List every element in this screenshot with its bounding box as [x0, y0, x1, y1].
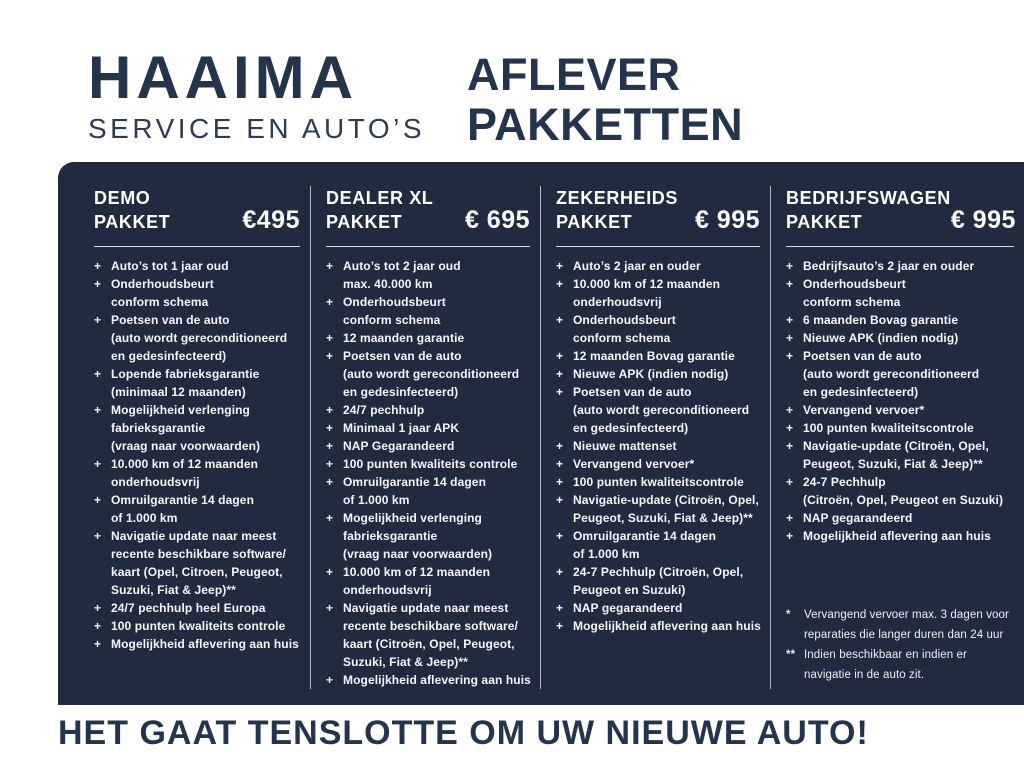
plus-icon: +: [326, 457, 334, 471]
package-feature-text: Poetsen van de auto (auto wordt gereconditioneerd en gedesinfecteerd): [573, 385, 750, 435]
page-title: [467, 50, 743, 149]
page-header: [88, 44, 744, 150]
package-feature: [786, 275, 1014, 311]
package-title-line2: PAKKET: [786, 212, 863, 232]
package-feature: [94, 527, 300, 599]
package-feature-list: [94, 257, 300, 653]
package-feature: [326, 401, 530, 419]
package-feature-text: Mogelijkheid verlenging fabrieksgarantie (vraag naar voorwaarden): [111, 403, 261, 453]
package-feature: [326, 455, 530, 473]
plus-icon: +: [326, 259, 334, 273]
plus-icon: +: [94, 367, 102, 381]
package-feature-text: 6 maanden Bovag garantie: [803, 313, 959, 327]
package-feature-text: 100 punten kwaliteits controle: [343, 457, 518, 471]
plus-icon: +: [556, 493, 564, 507]
plus-icon: +: [94, 259, 102, 273]
plus-icon: +: [94, 403, 102, 417]
package-feature: [326, 257, 530, 293]
package-feature: [556, 275, 760, 311]
plus-icon: +: [326, 421, 334, 435]
plus-icon: +: [786, 421, 794, 435]
package-feature: [326, 509, 530, 563]
plus-icon: +: [326, 331, 334, 345]
package-feature: [94, 275, 300, 311]
package-feature: [786, 419, 1014, 437]
package-feature: [94, 401, 300, 455]
plus-icon: +: [326, 601, 334, 615]
package-feature-text: Auto’s tot 1 jaar oud: [111, 259, 229, 273]
package-column-zekerheids: [540, 186, 770, 689]
plus-icon: +: [326, 511, 334, 525]
logo: [88, 44, 425, 144]
package-price: €495: [242, 206, 300, 234]
package-feature-text: 10.000 km of 12 maanden onderhoudsvrij: [111, 457, 259, 489]
package-header: [326, 186, 530, 234]
package-feature-text: 10.000 km of 12 maanden onderhoudsvrij: [343, 565, 491, 597]
package-feature-text: 12 maanden garantie: [343, 331, 465, 345]
plus-icon: +: [786, 259, 794, 273]
package-feature: [556, 563, 760, 599]
plus-icon: +: [556, 439, 564, 453]
package-feature: [94, 617, 300, 635]
plus-icon: +: [556, 277, 564, 291]
package-feature-text: Bedrijfsauto’s 2 jaar en ouder: [803, 259, 975, 273]
package-feature: [556, 491, 760, 527]
plus-icon: +: [786, 349, 794, 363]
package-feature-text: Navigatie update naar meest recente beschikbare software/ kaart (Citroën, Opel, Peugeot, Suzuki, Fiat & Jeep)**: [343, 601, 518, 669]
package-feature: [556, 347, 760, 365]
plus-icon: +: [556, 313, 564, 327]
package-feature: [556, 473, 760, 491]
package-title-line1: DEMO: [94, 188, 151, 208]
package-feature-list: [326, 257, 530, 689]
footnote: [786, 645, 1014, 685]
package-feature: [326, 671, 530, 689]
package-feature-text: Nieuwe mattenset: [573, 439, 677, 453]
plus-icon: +: [326, 475, 334, 489]
package-feature-text: Nieuwe APK (indien nodig): [803, 331, 959, 345]
package-feature: [556, 257, 760, 275]
package-feature: [94, 599, 300, 617]
package-feature: [786, 527, 1014, 545]
package-feature: [326, 473, 530, 509]
package-feature: [786, 311, 1014, 329]
package-feature: [326, 293, 530, 329]
package-price: € 995: [694, 206, 760, 234]
package-feature: [786, 437, 1014, 473]
package-feature: [326, 347, 530, 401]
package-feature: [94, 491, 300, 527]
plus-icon: +: [786, 475, 794, 489]
package-title-line2: PAKKET: [556, 212, 633, 232]
package-feature-text: Vervangend vervoer*: [573, 457, 695, 471]
package-feature: [556, 365, 760, 383]
plus-icon: +: [556, 601, 564, 615]
plus-icon: +: [94, 637, 102, 651]
package-title: [94, 186, 170, 234]
plus-icon: +: [326, 403, 334, 417]
package-feature-text: Minimaal 1 jaar APK: [343, 421, 460, 435]
footnotes: [786, 605, 1014, 689]
package-feature-text: NAP gegarandeerd: [803, 511, 913, 525]
plus-icon: +: [786, 529, 794, 543]
package-feature-text: Poetsen van de auto (auto wordt gereconditioneerd en gedesinfecteerd): [111, 313, 288, 363]
package-feature-text: Vervangend vervoer*: [803, 403, 925, 417]
package-feature-text: Omruilgarantie 14 dagen of 1.000 km: [343, 475, 487, 507]
package-feature-text: Lopende fabrieksgarantie (minimaal 12 maanden): [111, 367, 260, 399]
tagline: HET GAAT TENSLOTTE OM UW NIEUWE AUTO!: [58, 714, 869, 752]
package-feature-text: 24/7 pechhulp heel Europa: [111, 601, 266, 615]
package-price: € 695: [464, 206, 530, 234]
package-feature: [94, 365, 300, 401]
package-feature: [556, 617, 760, 635]
asterisk-icon: *: [786, 609, 791, 621]
package-title-line2: PAKKET: [326, 212, 403, 232]
package-feature: [94, 635, 300, 653]
plus-icon: +: [556, 349, 564, 363]
plus-icon: +: [786, 439, 794, 453]
package-feature-text: Mogelijkheid verlenging fabrieksgarantie (vraag naar voorwaarden): [343, 511, 493, 561]
package-feature: [786, 329, 1014, 347]
package-title: [786, 186, 951, 234]
package-header: [786, 186, 1014, 234]
package-feature-text: Auto’s 2 jaar en ouder: [573, 259, 701, 273]
plus-icon: +: [786, 313, 794, 327]
footnote-text: Indien beschikbaar en indien er navigatie in de auto zit.: [804, 649, 967, 681]
footnote-text: Vervangend vervoer max. 3 dagen voor reparaties die langer duren dan 24 uur: [804, 609, 1009, 641]
package-title-line1: ZEKERHEIDS: [556, 188, 679, 208]
plus-icon: +: [786, 511, 794, 525]
package-feature-text: Navigatie update naar meest recente beschikbare software/ kaart (Opel, Citroen, Peugeot, Suzuki, Fiat & Jeep)**: [111, 529, 286, 597]
package-feature: [786, 401, 1014, 419]
page-title-line2: PAKKETTEN: [467, 98, 744, 150]
package-feature: [94, 455, 300, 491]
package-feature: [326, 329, 530, 347]
package-title: [556, 186, 678, 234]
packages-panel: [58, 162, 1024, 705]
plus-icon: +: [326, 349, 334, 363]
header-divider: [556, 246, 760, 247]
package-feature: [556, 311, 760, 347]
plus-icon: +: [556, 367, 564, 381]
package-feature: [556, 437, 760, 455]
package-feature-text: 24-7 Pechhulp (Citroën, Opel, Peugeot en Suzuki): [573, 565, 744, 597]
plus-icon: +: [326, 439, 334, 453]
plus-icon: +: [94, 457, 102, 471]
package-header: [94, 186, 300, 234]
package-feature: [94, 311, 300, 365]
plus-icon: +: [556, 475, 564, 489]
plus-icon: +: [94, 277, 102, 291]
package-feature-text: Nieuwe APK (indien nodig): [573, 367, 729, 381]
package-feature-text: 100 punten kwaliteits controle: [111, 619, 286, 633]
package-feature: [786, 473, 1014, 509]
package-feature: [786, 257, 1014, 275]
plus-icon: +: [326, 565, 334, 579]
package-feature: [326, 419, 530, 437]
package-feature-text: Onderhoudsbeurt conform schema: [111, 277, 214, 309]
package-feature-text: Onderhoudsbeurt conform schema: [803, 277, 906, 309]
header-divider: [786, 246, 1014, 247]
package-feature: [326, 563, 530, 599]
package-feature: [556, 383, 760, 437]
plus-icon: +: [94, 619, 102, 633]
package-feature-text: Mogelijkheid aflevering aan huis: [343, 673, 531, 687]
package-feature-list: [786, 257, 1014, 545]
package-header: [556, 186, 760, 234]
package-feature: [326, 599, 530, 671]
package-feature: [326, 437, 530, 455]
header-divider: [94, 246, 300, 247]
package-title-line1: BEDRIJFSWAGEN: [786, 188, 951, 208]
package-feature-text: 24-7 Pechhulp (Citroën, Opel, Peugeot en Suzuki): [803, 475, 1004, 507]
package-price: € 995: [950, 206, 1016, 234]
plus-icon: +: [326, 295, 334, 309]
plus-icon: +: [94, 529, 102, 543]
package-feature-text: Mogelijkheid aflevering aan huis: [111, 637, 299, 651]
plus-icon: +: [556, 457, 564, 471]
package-feature-text: NAP gegarandeerd: [573, 601, 683, 615]
plus-icon: +: [326, 673, 334, 687]
package-feature-text: 12 maanden Bovag garantie: [573, 349, 735, 363]
plus-icon: +: [94, 313, 102, 327]
package-feature: [94, 257, 300, 275]
package-feature-text: Poetsen van de auto (auto wordt gereconditioneerd en gedesinfecteerd): [803, 349, 980, 399]
plus-icon: +: [556, 529, 564, 543]
package-feature-text: 10.000 km of 12 maanden onderhoudsvrij: [573, 277, 721, 309]
plus-icon: +: [94, 601, 102, 615]
package-feature-text: 100 punten kwaliteitscontrole: [573, 475, 744, 489]
package-feature-text: Onderhoudsbeurt conform schema: [573, 313, 676, 345]
plus-icon: +: [786, 277, 794, 291]
package-column-bedrijfswagen: [770, 186, 1024, 689]
plus-icon: +: [786, 331, 794, 345]
header-divider: [326, 246, 530, 247]
package-feature: [556, 455, 760, 473]
package-feature-text: Navigatie-update (Citroën, Opel, Peugeot, Suzuki, Fiat & Jeep)**: [573, 493, 759, 525]
package-title: [326, 186, 433, 234]
package-feature-text: Navigatie-update (Citroën, Opel, Peugeot, Suzuki, Fiat & Jeep)**: [803, 439, 989, 471]
footnote: [786, 605, 1014, 645]
plus-icon: +: [556, 565, 564, 579]
plus-icon: +: [556, 619, 564, 633]
page-title-line1: AFLEVER: [467, 49, 681, 100]
package-feature-list: [556, 257, 760, 635]
logo-subtitle: SERVICE EN AUTO’S: [88, 113, 425, 144]
package-feature: [786, 509, 1014, 527]
package-feature: [786, 347, 1014, 401]
package-title-line1: DEALER XL: [326, 188, 434, 208]
logo-name: HAAIMA: [88, 44, 358, 111]
package-feature-text: 24/7 pechhulp: [343, 403, 425, 417]
plus-icon: +: [94, 493, 102, 507]
plus-icon: +: [556, 385, 564, 399]
package-feature-text: Mogelijkheid aflevering aan huis: [803, 529, 991, 543]
package-feature-text: Omruilgarantie 14 dagen of 1.000 km: [573, 529, 717, 561]
package-feature-text: Auto’s tot 2 jaar oud max. 40.000 km: [343, 259, 461, 291]
package-feature-text: Mogelijkheid aflevering aan huis: [573, 619, 761, 633]
package-feature-text: Poetsen van de auto (auto wordt gereconditioneerd en gedesinfecteerd): [343, 349, 520, 399]
plus-icon: +: [786, 403, 794, 417]
package-column-demo: [58, 186, 310, 689]
package-title-line2: PAKKET: [94, 212, 171, 232]
package-feature-text: 100 punten kwaliteitscontrole: [803, 421, 974, 435]
package-feature: [556, 527, 760, 563]
package-column-dealer-xl: [310, 186, 540, 689]
package-feature: [556, 599, 760, 617]
package-feature-text: NAP Gegarandeerd: [343, 439, 455, 453]
asterisk-icon: **: [786, 649, 796, 661]
package-feature-text: Omruilgarantie 14 dagen of 1.000 km: [111, 493, 255, 525]
plus-icon: +: [556, 259, 564, 273]
package-feature-text: Onderhoudsbeurt conform schema: [343, 295, 446, 327]
